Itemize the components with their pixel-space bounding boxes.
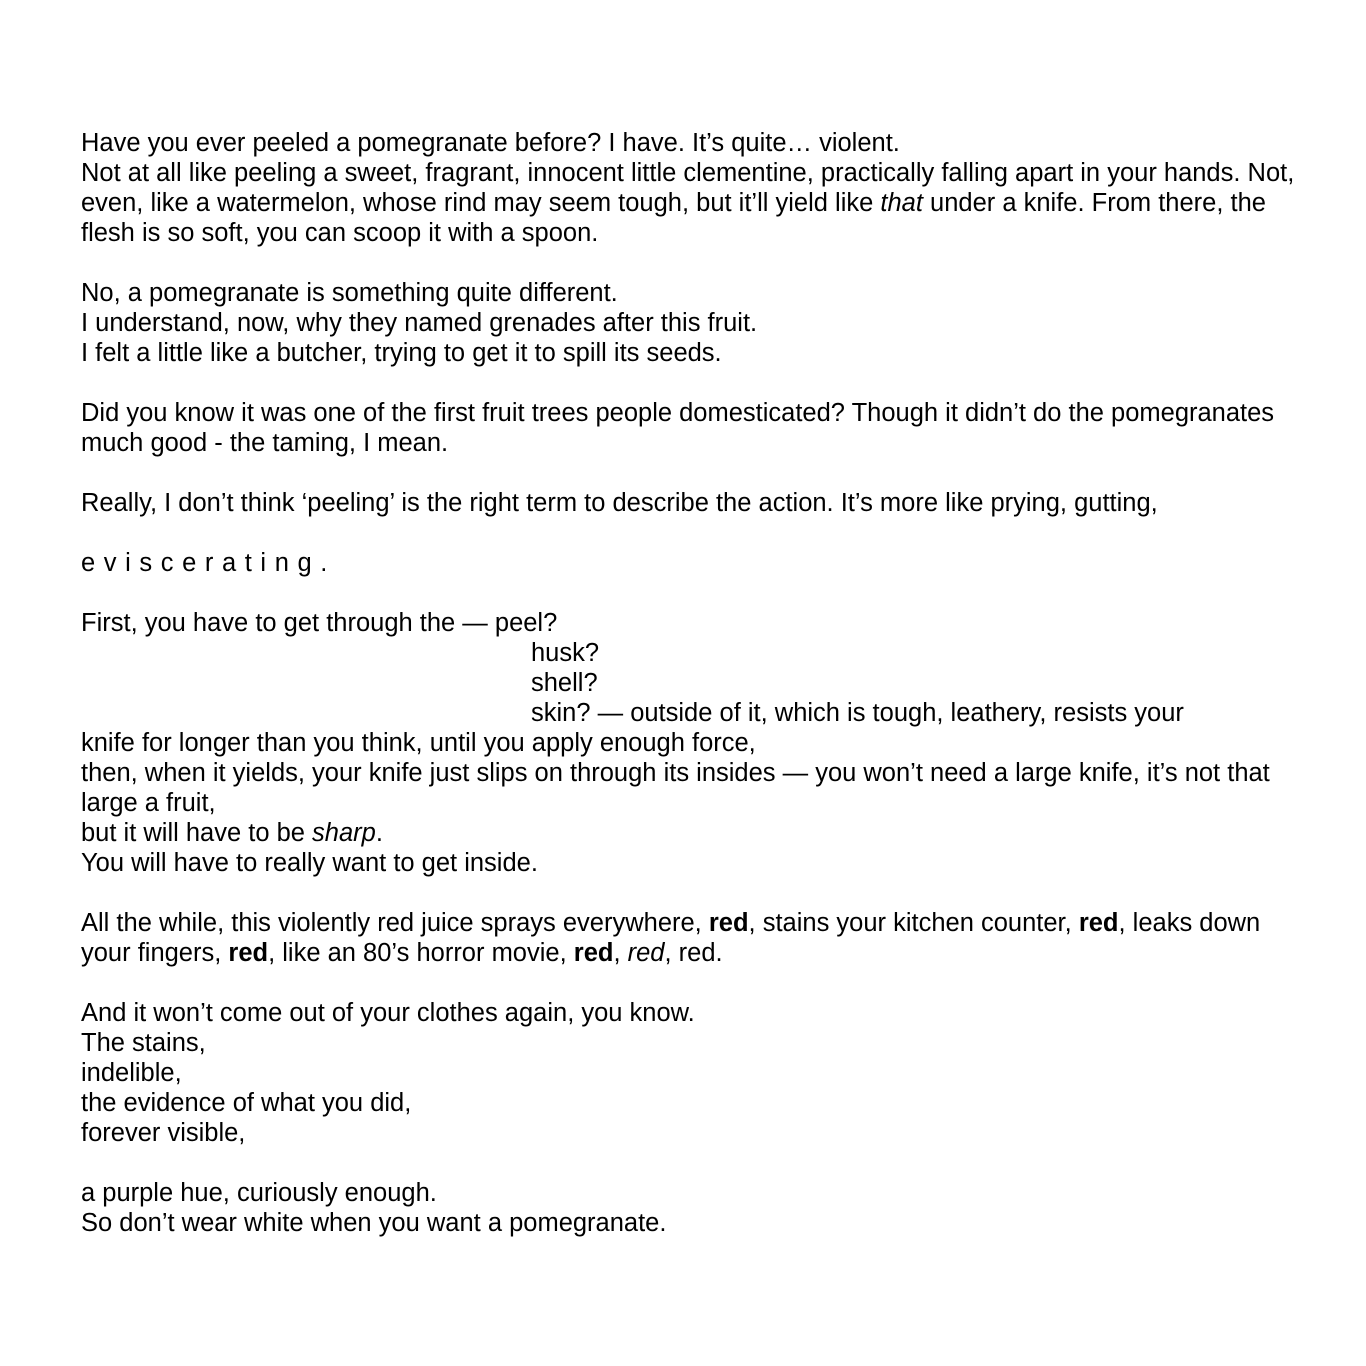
bold-run: red (708, 909, 749, 937)
text-line: forever visible, (81, 1119, 246, 1147)
text-run: Not at all like peeling a sweet, fragrant, innocent little clementine, practically falling apart in your hands. Not, even, like a watermelon, whose rind may seem tough, but it’ll yield like (81, 159, 1295, 217)
bold-run: red (1078, 909, 1119, 937)
paragraph-7 (81, 908, 1296, 968)
text-line: You will have to really want to get inside. (81, 849, 538, 877)
paragraph-4 (81, 488, 1296, 518)
spaced-word: eviscerating. (81, 549, 336, 577)
paragraph-6 (81, 608, 1296, 878)
indented-line: shell? (531, 669, 598, 697)
text-run: , red. (664, 939, 723, 967)
text-line: First, you have to get through the — peel? (81, 609, 558, 637)
text-line: The stains, (81, 1029, 206, 1057)
text-line: So don’t wear white when you want a pomegranate. (81, 1209, 667, 1237)
document-body (81, 128, 1296, 1268)
italic-run: sharp (312, 819, 376, 847)
text-line: the evidence of what you did, (81, 1089, 412, 1117)
text-block (81, 908, 1296, 968)
text-run: . (375, 819, 383, 847)
text-line: Really, I don’t think ‘peeling’ is the right term to describe the action. It’s more like prying, gutting, (81, 489, 1158, 517)
italic-run: that (880, 189, 923, 217)
text-run: , leaks down your fingers, (81, 909, 1261, 967)
text-line: I understand, now, why they named grenades after this fruit. (81, 309, 758, 337)
text-run: under a knife. From there, the flesh is so soft, you can scoop it with a spoon. (81, 189, 1266, 247)
text-run: All the while, this violently red juice sprays everywhere, (81, 909, 709, 937)
text-line: knife for longer than you think, until you apply enough force, (81, 729, 756, 757)
italic-run: red (627, 939, 665, 967)
paragraph-1 (81, 128, 1296, 248)
text-block (81, 158, 1296, 248)
text-line (81, 818, 1296, 848)
bold-run: red (573, 939, 614, 967)
text-run: but it will have to be (81, 819, 313, 847)
text-run: , stains your kitchen counter, (748, 909, 1079, 937)
text-run: , (613, 939, 628, 967)
paragraph-5 (81, 548, 1296, 578)
paragraph-2 (81, 278, 1296, 368)
bold-run: red (228, 939, 269, 967)
text-run: , like an 80’s horror movie, (268, 939, 574, 967)
text-block: Did you know it was one of the first fruit trees people domesticated? Though it didn’t do the pomegranates much good - the taming, I mean. (81, 399, 1275, 457)
paragraph-9 (81, 1178, 1296, 1238)
text-line: No, a pomegranate is something quite different. (81, 279, 618, 307)
indented-line: skin? — outside of it, which is tough, leathery, resists your (531, 699, 1184, 727)
text-block: then, when it yields, your knife just slips on through its insides — you won’t need a large knife, it’s not that large a fruit, (81, 759, 1270, 817)
text-line: Have you ever peeled a pomegranate before? I have. It’s quite… violent. (81, 129, 900, 157)
text-line: indelible, (81, 1059, 182, 1087)
indented-line: husk? (531, 639, 600, 667)
paragraph-8 (81, 998, 1296, 1148)
text-line: a purple hue, curiously enough. (81, 1179, 437, 1207)
text-line: And it won’t come out of your clothes again, you know. (81, 999, 695, 1027)
text-line: I felt a little like a butcher, trying to get it to spill its seeds. (81, 339, 722, 367)
paragraph-3 (81, 398, 1296, 458)
